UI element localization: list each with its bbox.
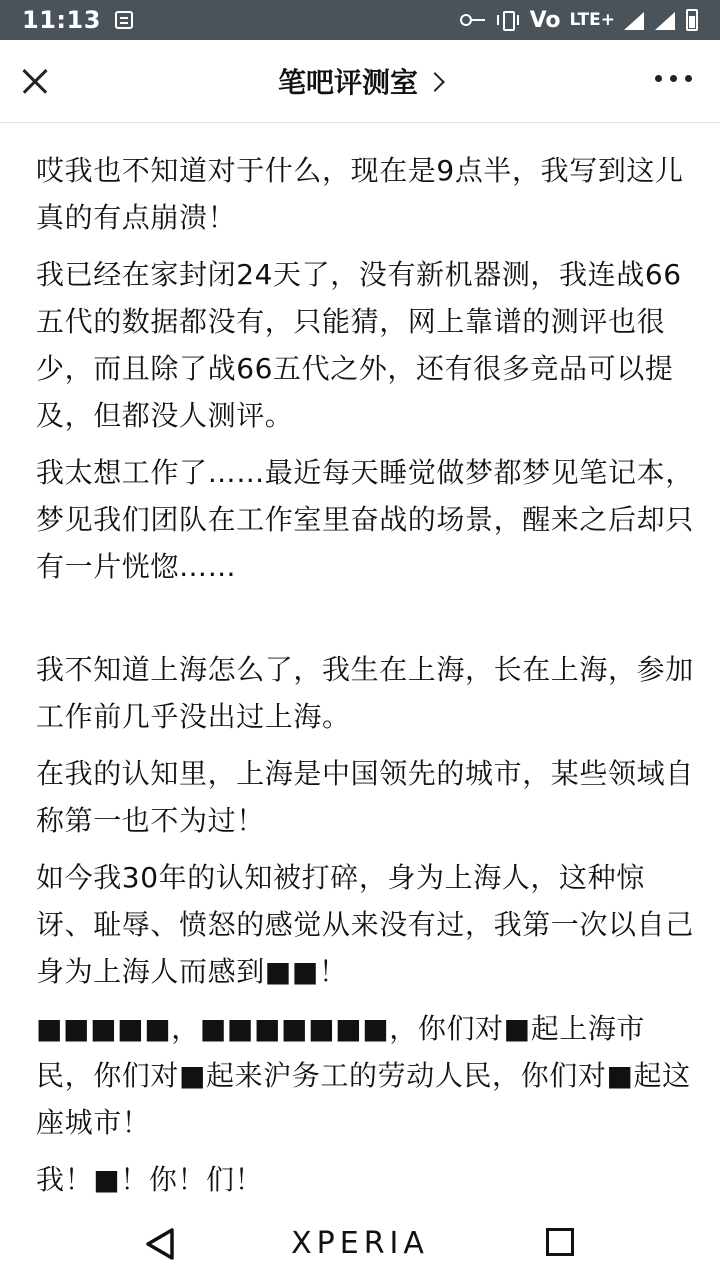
navigation-bar <box>0 1206 720 1280</box>
article-paragraph: ■■■■■，■■■■■■■，你们对■起上海市民，你们对■起来沪务工的劳动人民，你们对■起这座城市！ <box>36 1012 691 1139</box>
volte-label: Vo <box>529 7 561 33</box>
status-icons <box>460 0 698 40</box>
status-bar <box>0 0 720 40</box>
recent-apps-icon[interactable] <box>546 1228 574 1256</box>
dot <box>655 75 662 82</box>
article-paragraph: 如今我30年的认知被打碎，身为上海人，这种惊讶、耻辱、愤怒的感觉从来没有过，我第一次以自己身为上海人而感到■■！ <box>36 861 694 988</box>
more-options-icon[interactable] <box>655 71 692 86</box>
article-paragraph: 我！■！你！们！ <box>36 1163 264 1196</box>
network-type: LTE+ <box>569 10 615 30</box>
article-paragraph: 我不知道上海怎么了，我生在上海，长在上海，参加工作前几乎没出过上海。 <box>36 653 694 733</box>
vibrate-icon <box>495 9 521 31</box>
title-bar <box>0 40 720 123</box>
signal-icon-2 <box>655 10 677 30</box>
signal-icon <box>624 10 646 30</box>
chevron-right-icon[interactable] <box>425 72 445 92</box>
vpn-key-icon <box>460 13 486 27</box>
account-title[interactable] <box>0 40 720 122</box>
dot <box>685 75 692 82</box>
dot <box>670 75 677 82</box>
battery-icon <box>686 9 698 31</box>
brand-logo: XPERIA <box>291 1226 429 1261</box>
article-body <box>36 147 696 1213</box>
article-paragraph: 我已经在家封闭24天了，没有新机器测，我连战66五代的数据都没有，只能猜，网上靠谱的测评也很少，而且除了战66五代之外，还有很多竞品可以提及，但都没人测评。 <box>36 258 682 432</box>
notification-icon <box>115 11 133 29</box>
page-title[interactable]: 笔吧评测室 <box>277 66 418 99</box>
article-paragraph: 在我的认知里，上海是中国领先的城市，某些领域自称第一也不为过！ <box>36 757 694 837</box>
article-paragraph: 哎我也不知道对于什么，现在是9点半，我写到这儿真的有点崩溃！ <box>36 154 684 234</box>
status-time: 11:13 <box>22 6 101 34</box>
article-paragraph: 我太想工作了……最近每天睡觉做梦都梦见笔记本，梦见我们团队在工作室里奋战的场景，醒来之后却只有一片恍惚…… <box>36 456 694 583</box>
